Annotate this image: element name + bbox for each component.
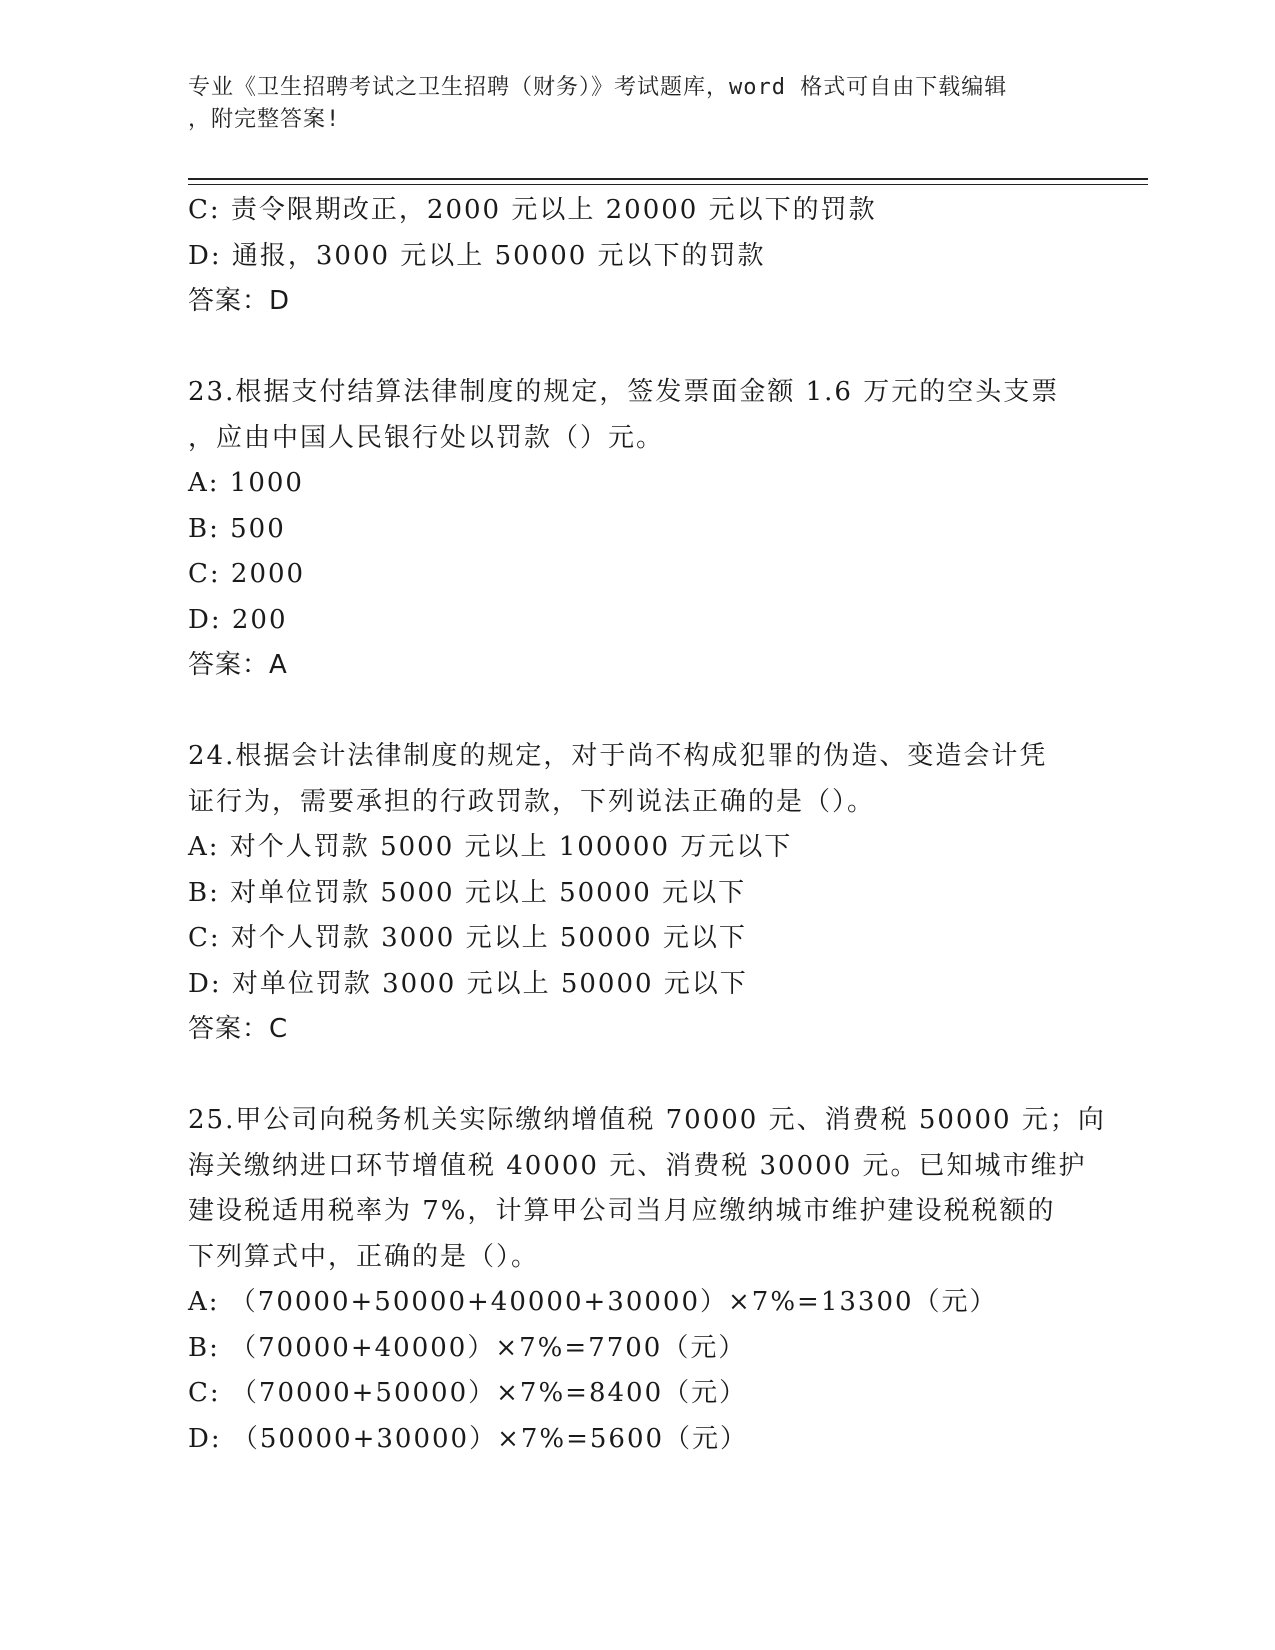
question-stem-line: 25.甲公司向税务机关实际缴纳增值税 70000 元、消费税 50000 元；向 [188,1105,1106,1135]
option-b: B: 500 [188,513,286,544]
option-c: C: （70000+50000）×7%=8400（元） [188,1378,748,1408]
question-stem-line: 24.根据会计法律制度的规定，对于尚不构成犯罪的伪造、变造会计凭 [188,741,1048,771]
header-divider-thick [188,178,1148,180]
question-stem-line: 建设税适用税率为 7%，计算甲公司当月应缴纳城市维护建设税税额的 [188,1196,1056,1226]
question-22-continued [188,188,1088,325]
option-c: C: 对个人罚款 3000 元以上 50000 元以下 [188,923,747,953]
option-b: B: （70000+40000）×7%=7700（元） [188,1332,747,1363]
question-stem-line: 23.根据支付结算法律制度的规定，签发票面金额 1.6 万元的空头支票 [188,377,1060,407]
header-divider-thin [188,184,1148,185]
option-a: A: 1000 [188,468,304,498]
answer-line: 答案：C [188,1014,289,1044]
option-c: C: 2000 [188,559,306,589]
answer-line: 答案：A [188,650,288,680]
question-stem-line: 证行为，需要承担的行政罚款，下列说法正确的是（）。 [188,786,876,817]
spacer [188,325,1088,371]
header-line-2: ，附完整答案! [188,107,341,132]
question-24 [188,734,1088,1053]
header-line-1: 专业《卫生招聘考试之卫生招聘（财务）》考试题库，word 格式可自由下载编辑 [188,75,1008,100]
document-header [188,72,1068,136]
question-stem-line: ，应由中国人民银行处以罚款（）元。 [188,422,665,453]
option-a: A: 对个人罚款 5000 元以上 100000 万元以下 [188,832,793,862]
option-d: D: （50000+30000）×7%=5600（元） [188,1423,749,1454]
option-d: D: 对单位罚款 3000 元以上 50000 元以下 [188,968,748,999]
option-a: A: （70000+50000+40000+30000）×7%=13300（元） [188,1287,998,1317]
question-23 [188,370,1088,689]
answer-line: 答案：D [188,286,291,316]
spacer [188,1053,1088,1099]
option-b: B: 对单位罚款 5000 元以上 50000 元以下 [188,877,747,908]
spacer [188,689,1088,735]
question-list [188,188,1106,1462]
question-stem-line: 下列算式中，正确的是（）。 [188,1241,540,1272]
question-25 [188,1098,1106,1462]
option-c: C: 责令限期改正，2000 元以上 20000 元以下的罚款 [188,195,877,225]
question-stem-line: 海关缴纳进口环节增值税 40000 元、消费税 30000 元。已知城市维护 [188,1150,1087,1181]
option-d: D: 通报，3000 元以上 50000 元以下的罚款 [188,240,766,271]
option-d: D: 200 [188,604,288,635]
